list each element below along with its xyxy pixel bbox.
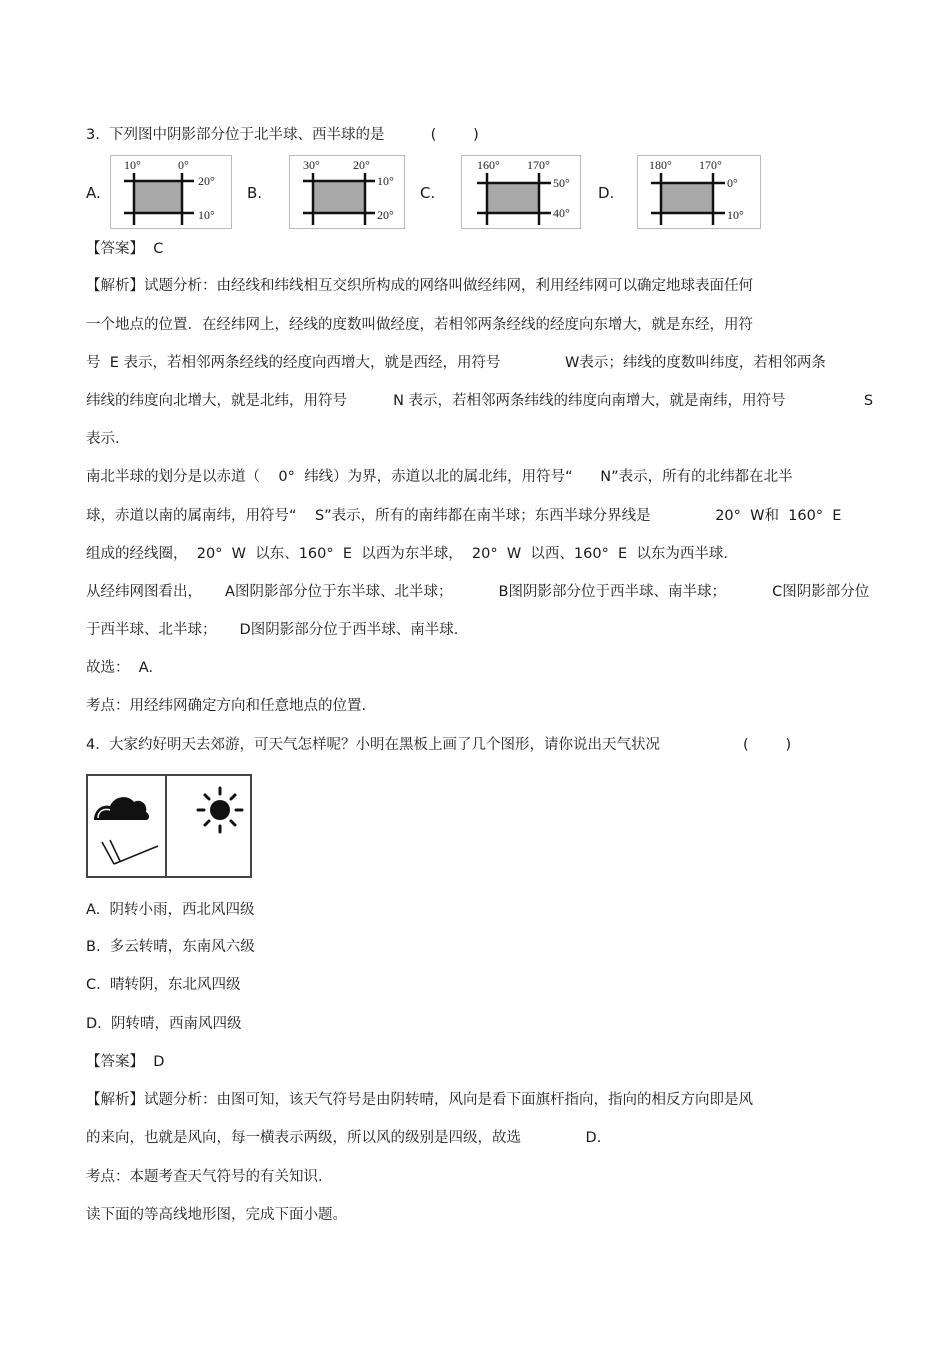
q4-option-b: B. 多云转晴，东南风六级 [86, 939, 255, 955]
q3-d-lat-bottom: 10° [727, 208, 744, 222]
q3-b-lat-top: 10° [377, 174, 394, 188]
q4-analysis-line-2: 的来向，也就是风向，每一横表示两级，所以风的级别是四级，故选 D. [86, 1130, 602, 1146]
q3-c-lon-right: 170° [527, 158, 550, 172]
q3-option-c-grid [461, 155, 581, 233]
overcast-cloud-icon [94, 797, 149, 820]
weather-symbol-figure [86, 774, 252, 878]
q3-option-d-grid [637, 155, 761, 233]
q3-a-lat-bottom: 10° [198, 208, 215, 222]
q3-question: 3. 下列图中阴影部分位于北半球、西半球的是 ( ) [86, 127, 479, 143]
q3-c-lat-top: 50° [553, 176, 570, 190]
q3-a-lat-top: 20° [198, 174, 215, 188]
q3-analysis-line-7: 球，赤道以南的属南纬，用符号“ S”表示，所有的南纬都在南半球；东西半球分界线是 20° W和 160° E [86, 508, 842, 524]
q4-question: 4. 大家约好明天去郊游，可天气怎样呢？小明在黑板上画了几个图形，请你说出天气状况 ( ) [86, 737, 792, 753]
contour-map-intro: 读下面的等高线地形图，完成下面小题。 [86, 1207, 347, 1223]
q4-option-d: D. 阴转晴，西南风四级 [86, 1016, 242, 1032]
q4-analysis-line-1: 【解析】试题分析：由图可知，该天气符号是由阴转晴，风向是看下面旗杆指向，指向的相反方向即是风 [86, 1092, 753, 1108]
q3-option-a-label: A. [86, 184, 101, 202]
q4-answer: 【答案】 D [86, 1054, 165, 1070]
q3-b-lon-right: 20° [353, 158, 370, 172]
q3-analysis-line-10: 于西半球、北半球； D图阴影部分位于西半球、南半球. [86, 622, 459, 638]
q3-analysis-line-2: 一个地点的位置．在经纬网上，经线的度数叫做经度，若相邻两条经线的经度向东增大，就是东经，用符 [86, 317, 753, 333]
q3-b-lat-bottom: 20° [377, 208, 394, 222]
q3-analysis-line-8: 组成的经线圈， 20° W 以东、160° E 以西为东半球， 20° W 以西、160° E 以东为西半球. [86, 546, 729, 562]
q4-option-c: C. 晴转阴，东北风四级 [86, 977, 241, 993]
q3-analysis-line-4: 纬线的纬度向北增大，就是北纬，用符号 N 表示，若相邻两条纬线的纬度向南增大，就是南纬，用符号 S [86, 393, 874, 409]
q3-analysis-line-1: 【解析】试题分析：由经线和纬线相互交织所构成的网络叫做经纬网，利用经纬网可以确定地球表面任何 [86, 278, 753, 294]
q3-analysis-line-6: 南北半球的划分是以赤道（ 0° 纬线）为界，赤道以北的属北纬，用符号“ N”表示，所有的北纬都在北半 [86, 469, 793, 485]
sunny-icon [198, 788, 242, 832]
q3-a-lon-right: 0° [178, 158, 189, 172]
q3-answer: 【答案】 C [86, 241, 164, 257]
q3-option-d-label: D. [598, 184, 615, 202]
q4-keypoint: 考点：本题考查天气符号的有关知识. [86, 1169, 323, 1185]
q3-option-a-grid [110, 155, 232, 233]
q3-option-b-label: B. [247, 184, 263, 202]
q3-b-lon-left: 30° [303, 158, 320, 172]
q3-d-lon-left: 180° [649, 158, 672, 172]
q3-a-lon-left: 10° [124, 158, 141, 172]
q3-analysis-line-5: 表示. [86, 431, 120, 447]
q4-option-a: A. 阴转小雨，西北风四级 [86, 902, 255, 918]
q3-option-b-grid [289, 155, 405, 233]
q3-d-lat-top: 0° [727, 176, 738, 190]
q3-analysis-line-3: 号 E 表示，若相邻两条经线的经度向西增大，就是西经，用符号 W表示；纬线的度数叫纬度，若相邻两条 [86, 355, 826, 371]
q3-d-lon-right: 170° [699, 158, 722, 172]
q3-conclusion: 故选： A. [86, 660, 153, 676]
q3-analysis-line-9: 从经纬网图看出， A图阴影部分位于东半球、北半球； B图阴影部分位于西半球、南半球； C图阴影部分位 [86, 584, 870, 600]
q3-option-c-label: C. [420, 184, 436, 202]
q3-keypoint: 考点：用经纬网确定方向和任意地点的位置. [86, 698, 367, 714]
wind-barb-icon [102, 840, 158, 864]
q3-c-lat-bottom: 40° [553, 206, 570, 220]
q3-c-lon-left: 160° [477, 158, 500, 172]
